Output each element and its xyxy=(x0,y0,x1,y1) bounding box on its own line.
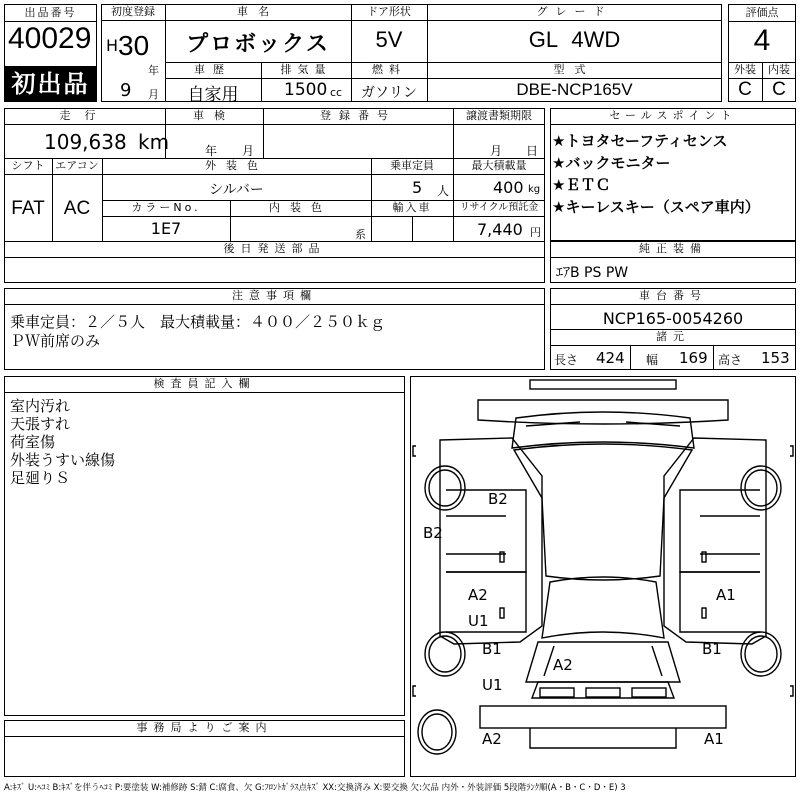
color-no-label: カラーNo. xyxy=(131,201,201,214)
year-unit: 年 xyxy=(148,64,159,77)
mileage: 109,638 xyxy=(44,130,127,154)
height: 153 xyxy=(761,349,790,367)
ext-color: シルバー xyxy=(209,182,264,198)
interior-grade: C xyxy=(772,79,786,100)
lot-number: 40029 xyxy=(8,22,92,55)
load-unit: kg xyxy=(528,184,541,195)
first-reg-year: 30 xyxy=(118,30,150,61)
chassis-label: 車台番号 xyxy=(639,289,707,302)
grade: GL 4WD xyxy=(528,27,621,52)
width-label: 幅 xyxy=(646,353,659,367)
grade-label: グレード xyxy=(536,5,613,18)
notes-label: 注意事項欄 xyxy=(232,289,317,302)
fuel: ガソリン xyxy=(361,85,417,101)
transfer-day-unit: 日 xyxy=(526,144,539,158)
exterior-grade: C xyxy=(738,79,752,100)
inspection-label: 車検 xyxy=(193,109,235,122)
color-no: 1E7 xyxy=(150,219,182,238)
inspector-label: 検査員記入欄 xyxy=(153,377,256,390)
reg-label: 登録番号 xyxy=(320,109,396,122)
recycle-label: リサイクル預託金 xyxy=(459,202,539,213)
score-label: 評価点 xyxy=(745,6,779,19)
model: DBE-NCP165V xyxy=(516,80,633,99)
mark-a2-center: A2 xyxy=(553,656,573,674)
model-label: 型式 xyxy=(553,63,596,76)
specs-label: 諸元 xyxy=(656,330,690,343)
chassis-number: NCP165-0054260 xyxy=(602,309,744,328)
notes-line-1: 乗車定員：２／５人 最大積載量：４００／２５０ｋｇ xyxy=(10,313,386,331)
displacement-label: 排気量 xyxy=(280,63,332,76)
exterior-grade-label: 外装 xyxy=(734,63,756,76)
door-label: ドア形状 xyxy=(367,5,411,18)
transfer-month-unit: 月 xyxy=(490,144,503,158)
mileage-unit: km xyxy=(138,130,170,154)
mark-b2-left: B2 xyxy=(423,524,443,542)
equipment-value: ｴｱB PS PW xyxy=(556,265,629,281)
interior-grade-label: 内装 xyxy=(768,63,790,76)
sales-point-4: ★キーレスキー（スペア車内） xyxy=(552,198,760,216)
capacity: 5 xyxy=(412,178,423,197)
capacity-unit: 人 xyxy=(437,184,450,198)
inspector-line-5: 足廻りＳ xyxy=(10,469,71,487)
first-reg-month: 9 xyxy=(120,80,132,101)
mark-b2-upper: B2 xyxy=(488,490,508,508)
capacity-label: 乗車定員 xyxy=(390,159,434,172)
lot-label: 出品番号 xyxy=(24,6,77,19)
car-name: プロボックス xyxy=(186,32,330,57)
inspection-year-unit: 年 xyxy=(205,144,218,158)
score: 4 xyxy=(753,24,771,57)
sales-point-3: ★ＥＴＣ xyxy=(552,176,611,194)
mark-b1-left: B1 xyxy=(482,640,502,658)
mark-b1-right: B1 xyxy=(702,640,722,658)
mark-u1-lower: U1 xyxy=(482,676,503,694)
transfer-label: 譲渡書類期限 xyxy=(466,109,532,122)
inspector-line-4: 外装うすい線傷 xyxy=(10,451,116,469)
load-label: 最大積載量 xyxy=(471,159,527,172)
mark-a2-left: A2 xyxy=(468,586,488,604)
car-diagram xyxy=(410,376,796,777)
shift-label: シフト xyxy=(11,159,45,172)
equipment-label: 純正装備 xyxy=(639,242,707,255)
door-type: 5V xyxy=(375,27,403,52)
fuel-label: 燃料 xyxy=(372,63,406,76)
recycle-unit: 円 xyxy=(530,226,541,239)
mark-u1-left: U1 xyxy=(468,612,489,630)
mark-a1-bottom: A1 xyxy=(704,730,724,748)
mileage-label: 走行 xyxy=(59,109,110,122)
history: 自家用 xyxy=(187,85,239,105)
height-label: 高さ xyxy=(718,353,743,367)
office-label: 事務局よりご案内 xyxy=(136,721,273,734)
first-listing-badge: 初出品 xyxy=(4,66,97,102)
ext-color-label: 外装色 xyxy=(205,159,268,172)
first-reg-label: 初度登録 xyxy=(111,5,155,18)
displacement: 1500 xyxy=(284,80,328,100)
width: 169 xyxy=(679,349,708,367)
damage-legend: A:ｷｽﾞ U:ﾍｺﾐ B:ｷｽﾞを伴うﾍｺﾐ P:要塗装 W:補修跡 S:錆 C:腐食、欠 G:ﾌﾛﾝﾄｶﾞﾗｽ点ｷｽﾞ XX:交換済み X:要交換 欠:欠品 内外・外装評価 5段階ﾗﾝｸ順(A・B・C・D・E) 3 xyxy=(4,783,626,793)
car-name-label: 車名 xyxy=(237,5,279,18)
int-color-suffix: 系 xyxy=(355,228,366,241)
sales-points-label: セールスポイント xyxy=(609,109,737,122)
shift: FAT xyxy=(11,198,45,219)
sales-point-1: ★トヨタセーフティセンス xyxy=(552,132,728,150)
inspector-line-1: 室内汚れ xyxy=(10,397,71,415)
history-label: 車歴 xyxy=(194,63,232,76)
length: 424 xyxy=(596,349,625,367)
recycle: 7,440 xyxy=(477,220,523,239)
month-unit: 月 xyxy=(148,88,159,101)
load: 400 xyxy=(493,178,524,197)
later-parts-label: 後日発送部品 xyxy=(223,242,326,255)
length-label: 長さ xyxy=(554,353,579,367)
sales-point-2: ★バックモニター xyxy=(552,154,671,172)
inspector-line-2: 天張すれ xyxy=(10,415,71,433)
ac: AC xyxy=(63,198,91,219)
import-label: 輸入車 xyxy=(392,201,432,214)
displacement-unit: cc xyxy=(330,86,343,99)
inspection-month-unit: 月 xyxy=(242,144,255,158)
mark-a2-bottom: A2 xyxy=(482,730,502,748)
ac-label: エアコン xyxy=(55,159,99,172)
int-color-label: 内装色 xyxy=(269,201,332,214)
inspector-line-3: 荷室傷 xyxy=(10,433,56,451)
era: H xyxy=(106,36,119,55)
mark-a1-right: A1 xyxy=(716,586,736,604)
notes-line-2: ＰＷ前席のみ xyxy=(10,332,101,350)
